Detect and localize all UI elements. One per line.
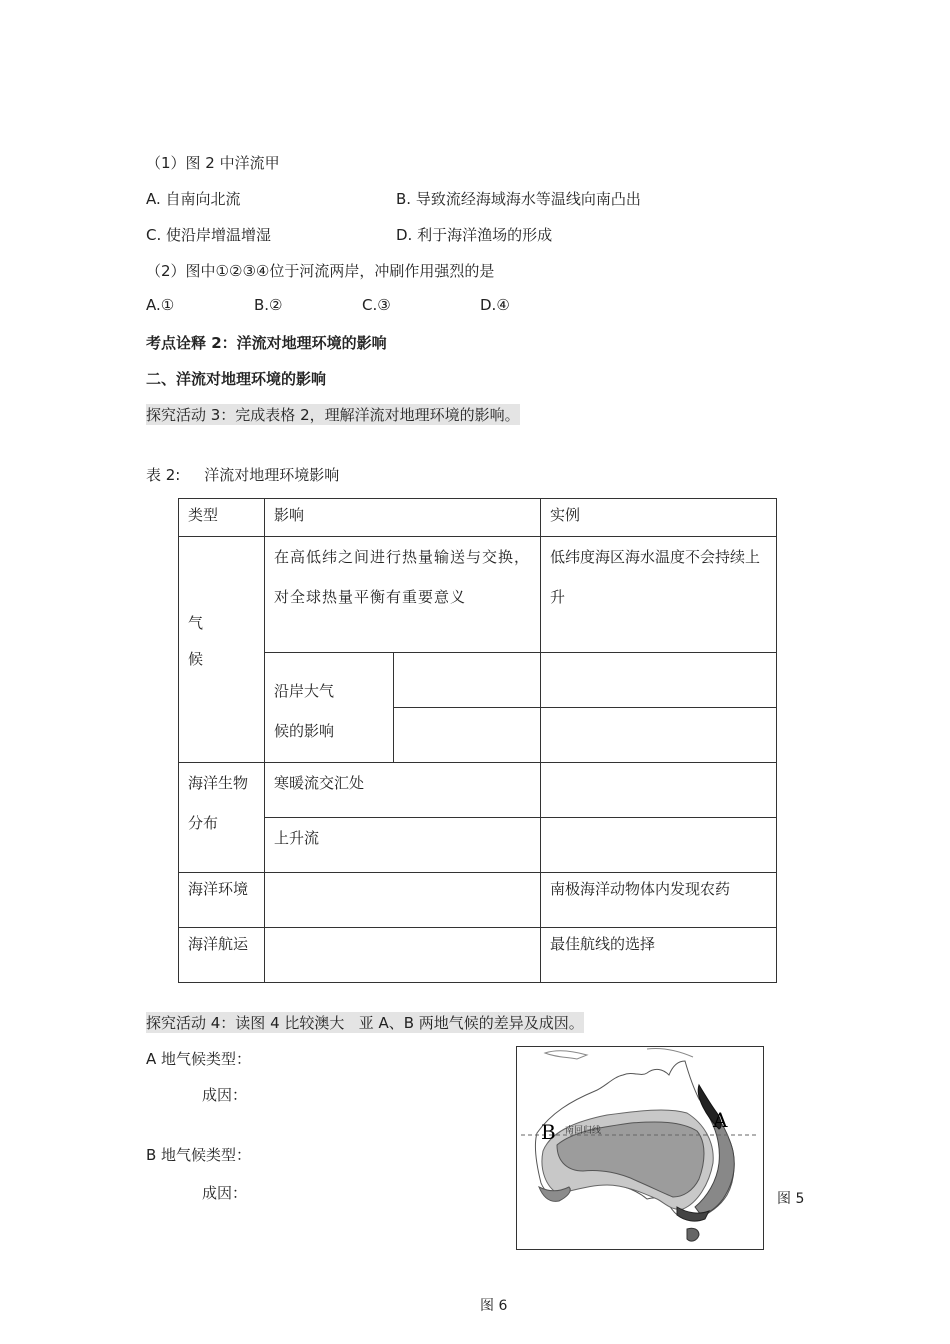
a-climate-type: A 地气候类型： [146,1050,252,1068]
island-outline [647,1048,693,1057]
figure6-label: 图 6 [480,1298,508,1314]
bio-row2: 上升流 [265,818,541,873]
blank-cell [394,653,541,708]
env-label: 海洋环境 [179,873,265,928]
australia-map-svg [517,1047,763,1249]
q1-option-b: B. 导致流经海域海水等温线向南凸出 [396,190,641,208]
climate-example: 低纬度海区海水温度不会持续上升 [541,537,777,653]
b-climate-type: B 地气候类型： [146,1146,252,1164]
blank-cell [265,928,541,983]
header-impact: 影响 [265,499,541,537]
climate-label: 气 候 [179,537,265,763]
table-geo-impact [178,498,777,983]
env-example: 南极海洋动物体内发现农药 [541,873,777,928]
blank-cell [541,763,777,818]
q2-option-c: C.③ [362,296,391,314]
table-row [179,928,777,983]
table-caption: 表 2: 洋流对地理环境影响 [146,466,340,484]
table-row [179,818,777,873]
table-row [179,873,777,928]
blank-cell [541,818,777,873]
map-label-b: B [541,1120,556,1144]
figure5-label: 图 5 [777,1191,805,1207]
q2-option-b: B.② [254,296,283,314]
bio-row1: 寒暖流交汇处 [265,763,541,818]
bio-label: 海洋生物分布 [179,763,265,873]
q1-option-c: C. 使沿岸增温增湿 [146,226,272,244]
b-cause: 成因： [202,1184,248,1202]
table-header-row [179,499,777,537]
coastal-label-text: 沿岸大气 [274,682,335,700]
climate-effect-text: 在高低纬之间进行热量输送与交换， [274,548,531,566]
section-heading: 二、洋流对地理环境的影响 [146,370,327,388]
q1-option-d: D. 利于海洋渔场的形成 [396,226,553,244]
climate-effect [265,537,541,653]
header-type: 类型 [179,499,265,537]
blank-cell [541,653,777,708]
tropic-label: 南回归线 [565,1126,602,1136]
blank-cell [265,873,541,928]
map-label-a: A [713,1108,728,1132]
q2-stem: （2）图中①②③④位于河流两岸，冲刷作用强烈的是 [146,262,495,280]
kaodian-heading: 考点诠释 2：洋流对地理环境的影响 [146,334,387,352]
tasmania [687,1228,699,1241]
activity3-text: 探究活动 3：完成表格 2，理解洋流对地理环境的影响。 [146,406,520,424]
blank-cell [394,708,541,763]
table-row [179,537,777,653]
header-example: 实例 [541,499,777,537]
coastal-label-text2: 候的影响 [274,722,335,740]
a-cause: 成因： [202,1086,248,1104]
blank-cell [541,708,777,763]
q1-stem: （1）图 2 中洋流甲 [146,154,280,172]
activity4-title: 探究活动 4：读图 4 比较澳大 亚 A、B 两地气候的差异及成因。 [146,1014,584,1032]
australia-climate-map [516,1046,764,1250]
q2-option-d: D.④ [480,296,510,314]
table-row [179,653,777,708]
q1-option-a: A. 自南向北流 [146,190,241,208]
q2-option-a: A.① [146,296,175,314]
coastal-label [265,653,394,763]
island-outline [545,1051,587,1059]
nav-example: 最佳航线的选择 [541,928,777,983]
nav-label: 海洋航运 [179,928,265,983]
climate-effect-text2: 对全球热量平衡有重要意义 [274,588,467,606]
table-row [179,763,777,818]
